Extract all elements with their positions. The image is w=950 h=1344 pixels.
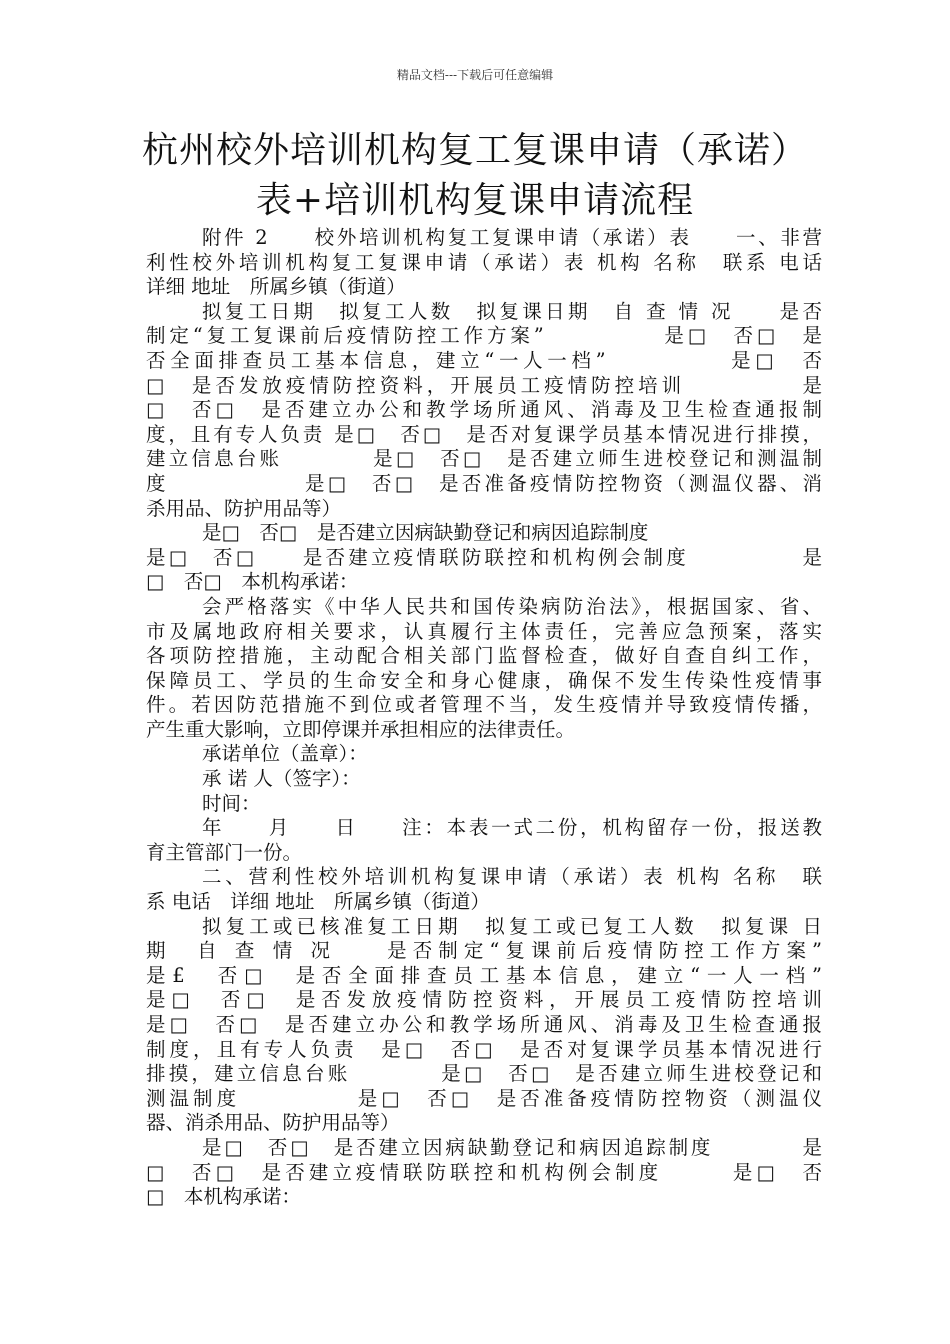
- body-text-line: □ 否□ 本机构承诺：: [146, 570, 359, 594]
- body-text-line: 年 月 日 注：本表一式二份，机构留存一份，报送教: [202, 816, 822, 840]
- body-text-line: 产生重大影响，立即停课并承担相应的法律责任。: [146, 717, 576, 741]
- body-text-line: 各项防控措施，主动配合相关部门监督检查，做好自查自纠工作，: [146, 644, 822, 668]
- body-text-line: 是□ 否□ 是否建立因病缺勤登记和病因追踪制度 是: [202, 1135, 822, 1159]
- body-text-line: 度 是□ 否□ 是否准备疫情防控物资（测温仪器、消: [146, 471, 822, 495]
- body-text-line: 利性校外培训机构复工复课申请（承诺）表 机构 名称 联系 电话: [146, 250, 822, 274]
- body-text-line: 是□ 否□ 是否建立因病缺勤登记和病因追踪制度: [202, 521, 649, 545]
- body-text-line: 是£ 否□ 是否全面排查员工基本信息，建立“一人一档”: [146, 963, 822, 987]
- body-text-line: 制定“复工复课前后疫情防控工作方案” 是□ 否□ 是: [146, 324, 822, 348]
- body-text-line: 附件 2 校外培训机构复工复课申请（承诺）表 一、非营: [202, 226, 822, 249]
- body-text-line: 是□ 否□ 是否发放疫情防控资料，开展员工疫情防控培训: [146, 988, 822, 1012]
- body-text-line: 排摸，建立信息台账 是□ 否□ 是否建立师生进校登记和: [146, 1062, 822, 1086]
- body-text-line: 系 电话 详细 地址 所属乡镇（街道）: [146, 890, 490, 914]
- body-text-line: 时间：: [202, 791, 261, 815]
- body-text-line: 器、消杀用品、防护用品等）: [146, 1111, 400, 1135]
- body-text-line: 会严格落实《中华人民共和国传染病防治法》，根据国家、省、: [202, 594, 822, 618]
- body-text-line: □ 否□ 是否建立疫情联防联控和机构例会制度 是□ 否: [146, 1160, 822, 1184]
- body-text-line: 拟复工日期 拟复工人数 拟复课日期 自 查 情 况 是否: [202, 299, 822, 323]
- document-body: [146, 226, 822, 1210]
- body-text-line: 度，且有专人负责 是□ 否□ 是否对复课学员基本情况进行排摸，: [146, 422, 822, 446]
- body-text-line: 测温制度 是□ 否□ 是否准备疫情防控物资（测温仪: [146, 1086, 822, 1110]
- body-text-line: 建立信息台账 是□ 否□ 是否建立师生进校登记和测温制: [146, 447, 822, 471]
- body-text-line: 杀用品、防护用品等）: [146, 496, 342, 520]
- body-text-line: 市及属地政府相关要求，认真履行主体责任，完善应急预案，落实: [146, 619, 822, 643]
- body-text-line: 制度，且有专人负责 是□ 否□ 是否对复课学员基本情况进行: [146, 1037, 822, 1061]
- body-text-line: 否全面排查员工基本信息，建立“一人一档” 是□ 否: [146, 348, 822, 372]
- body-text-line: 期 自 查 情 况 是否制定“复课前后疫情防控工作方案”: [146, 939, 822, 963]
- body-text-line: □ 是否发放疫情防控资料，开展员工疫情防控培训 是: [146, 373, 822, 397]
- body-text-line: 拟复工或已核准复工日期 拟复工或已复工人数 拟复课 日: [202, 914, 822, 938]
- body-text-line: 二、营利性校外培训机构复课申请（承诺）表 机构 名称 联: [202, 865, 822, 889]
- header-note: 精品文档---下载后可任意编辑: [396, 68, 554, 82]
- body-text-line: □ 否□ 是否建立办公和教学场所通风、消毒及卫生检查通报制: [146, 398, 822, 422]
- body-text-line: 承诺单位（盖章）：: [202, 742, 368, 766]
- document-title-line-1: 杭州校外培训机构复工复课申请（承诺）: [141, 130, 808, 171]
- body-text-line: □ 本机构承诺：: [146, 1185, 301, 1209]
- body-text-line: 件。若因防范措施不到位或者管理不当，发生疫情并导致疫情传播，: [146, 693, 822, 717]
- body-text-line: 是□ 否□ 是否建立疫情联防联控和机构例会制度 是: [146, 545, 822, 569]
- body-text-line: 详细 地址 所属乡镇（街道）: [146, 275, 406, 299]
- body-text-line: 是□ 否□ 是否建立办公和教学场所通风、消毒及卫生检查通报: [146, 1013, 822, 1036]
- body-text-line: 承 诺 人（签字）：: [202, 767, 361, 791]
- document-title-line-2: 表+培训机构复课申请流程: [255, 180, 695, 221]
- body-text-line: 育主管部门一份。: [146, 840, 303, 864]
- body-text-line: 保障员工、学员的生命安全和身心健康，确保不发生传染性疫情事: [146, 668, 822, 692]
